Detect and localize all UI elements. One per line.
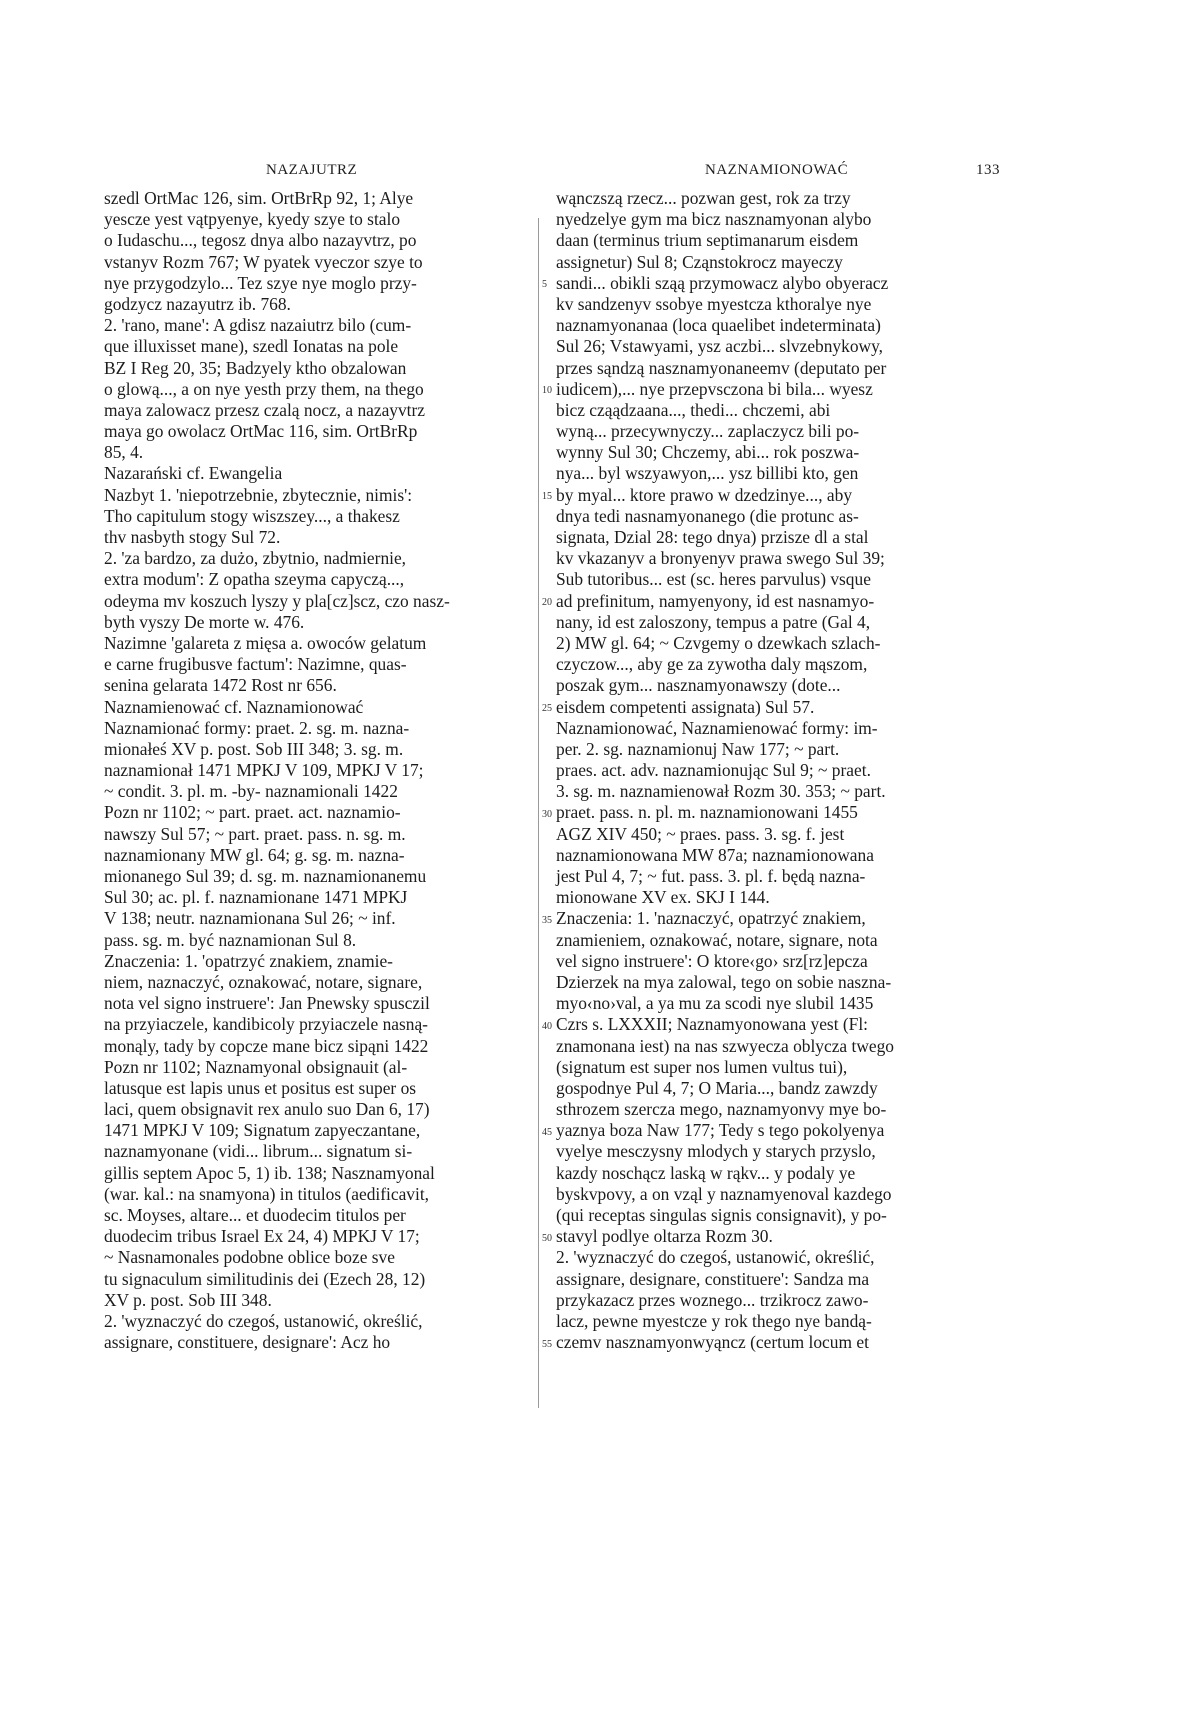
text-line: Nazbyt 1. 'niepotrzebnie, zbytecznie, nimis': <box>104 484 413 505</box>
line-number: 25 <box>542 702 552 714</box>
text-line: niem, naznaczyć, oznakować, notare, signare, <box>104 971 423 992</box>
text-line: Pozn nr 1102; ~ part. praet. act. naznamio- <box>104 802 401 823</box>
text-line: naznamionał 1471 MPKJ V 109, MPKJ V 17; <box>104 760 424 781</box>
text-line: Naznamionować, Naznamienować formy: im- <box>556 717 878 738</box>
text-line: nawszy Sul 57; ~ part. praet. pass. n. sg. m. <box>104 823 406 844</box>
text-line: godzycz nazayutrz ib. 768. <box>104 293 291 314</box>
text-line: byskvpovy, a on vząl y naznamyenoval kazdego <box>556 1183 892 1204</box>
text-line: by myal... ktore prawo w dzedzinye..., aby <box>556 484 853 505</box>
text-line: V 138; neutr. naznamionana Sul 26; ~ inf. <box>104 908 396 929</box>
line-number: 30 <box>542 808 552 820</box>
text-line: laci, quem obsignavit rex anulo suo Dan 6, 17) <box>104 1099 430 1120</box>
text-line: (signatum est super nos lumen vultus tui), <box>556 1056 848 1077</box>
text-line: (war. kal.: na snamyona) in titulos (aedificavit, <box>104 1183 430 1204</box>
text-line: znamieniem, oznakować, notare, signare, nota <box>556 929 878 950</box>
text-line: 2. 'za bardzo, za dużo, zbytnio, nadmiernie, <box>104 548 407 569</box>
line-number: 10 <box>542 384 552 396</box>
text-line: Nazimne 'galareta z mięsa a. owoców gelatum <box>104 632 427 653</box>
text-line: latusque est lapis unus et positus est super os <box>104 1077 417 1098</box>
running-head-left: NAZAJUTRZ <box>266 162 358 178</box>
left-column <box>104 188 529 1353</box>
text-line: kazdy noschącz laską w rąkv... y podaly ye <box>556 1162 856 1183</box>
text-line: Sul 30; ac. pl. f. naznamionane 1471 MPKJ <box>104 887 408 908</box>
text-line: assignare, constituere, designare': Acz ho <box>104 1332 391 1353</box>
text-line: duodecim tribus Israel Ex 24, 4) MPKJ V 17; <box>104 1226 420 1247</box>
text-line: thv nasbyth stogy Sul 72. <box>104 527 281 547</box>
text-line: tu signaculum similitudinis dei (Ezech 28, 12) <box>104 1268 426 1289</box>
text-line: odeyma mv koszuch lyszy y pla[cz]scz, czo nasz- <box>104 590 450 611</box>
text-line: pass. sg. m. być naznamionan Sul 8. <box>104 929 357 950</box>
text-line: lacz, pewne myestcze y rok thego nye bandą- <box>556 1310 872 1331</box>
line-number: 20 <box>542 596 552 608</box>
text-line: naznamionowana MW 87a; naznamionowana <box>556 844 874 865</box>
text-line: sthrozem szercza mego, naznamyonvy mye bo- <box>556 1099 887 1120</box>
text-line: vyelye mesczysny mlodych y starych przyslo, <box>556 1141 876 1162</box>
text-line: Pozn nr 1102; Naznamyonal obsignauit (al- <box>104 1056 408 1077</box>
text-line: maya go owolacz OrtMac 116, sim. OrtBrRp <box>104 421 418 442</box>
text-line: senina gelarata 1472 Rost nr 656. <box>104 675 337 696</box>
text-line: jest Pul 4, 7; ~ fut. pass. 3. pl. f. będą nazna- <box>556 866 866 886</box>
text-line: sandi... obikli sząą przymowacz alybo obyeracz <box>556 272 889 293</box>
text-line: nota vel signo instruere': Jan Pnewsky spusczil <box>104 993 430 1014</box>
text-line: czyczow..., aby ge za zywotha daly mąszom, <box>556 654 868 675</box>
text-line: yaznya boza Naw 177; Tedy s tego pokolyenya <box>556 1120 885 1141</box>
text-line: nyedzelye gym ma bicz nasznamyonan alybo <box>556 209 872 230</box>
text-line: 85, 4. <box>104 442 144 463</box>
text-line: assignetur) Sul 8; Cząnstokrocz mayeczy <box>556 251 843 272</box>
text-line: przes sąndzą nasznamyonaneemv (deputato per <box>556 357 887 378</box>
text-line: Naznamienować cf. Naznamionować <box>104 696 364 717</box>
text-line: Znaczenia: 1. 'opatrzyć znakiem, znamie- <box>104 950 393 971</box>
text-line: nye przygodzylo... Tez szye nye moglo przy- <box>104 272 417 293</box>
text-line: czemv nasznamyonwyąncz (certum locum et <box>556 1332 869 1353</box>
text-line: yescze yest vątpyenye, kyedy szye to stalo <box>104 209 401 230</box>
text-line: nya... byl wszyawyon,... ysz billibi kto, gen <box>556 463 859 484</box>
column-divider <box>538 218 539 1408</box>
text-line: iudicem),... nye przepvsczona bi bila... wyesz <box>556 378 873 399</box>
text-line: znamonana iest) na nas szwyecza oblycza twego <box>556 1035 894 1056</box>
text-line: XV p. post. Sob III 348. <box>104 1289 272 1310</box>
text-line: kv vkazanyv a bronyenyv prawa swego Sul 39; <box>556 548 885 569</box>
text-line: vstanyv Rozm 767; W pyatek vyeczor szye to <box>104 251 423 272</box>
text-line: daan (terminus trium septimanarum eisdem <box>556 230 859 251</box>
text-line: Naznamionać formy: praet. 2. sg. m. nazna- <box>104 717 410 738</box>
text-line: ad prefinitum, namyenyony, id est nasnamyo- <box>556 590 875 611</box>
text-line: que illuxisset mane), szedl Ionatas na pole <box>104 336 399 357</box>
text-line: Sub tutoribus... est (sc. heres parvulus) vsque <box>556 569 871 590</box>
running-head-right: NAZNAMIONOWAĆ <box>705 162 849 178</box>
text-line: mionałeś XV p. post. Sob III 348; 3. sg. m. <box>104 738 404 759</box>
text-line: per. 2. sg. naznamionuj Naw 177; ~ part. <box>556 738 840 759</box>
text-line: Sul 26; Vstawyami, ysz aczbi... slvzebnykowy, <box>556 336 883 357</box>
text-line: o Iudaschu..., tegosz dnya albo nazayvtrz, po <box>104 230 417 251</box>
text-line: Tho capitulum stogy wiszszey..., a thakesz <box>104 505 400 526</box>
text-line: o glową..., a on nye yesth przy them, na thego <box>104 378 424 399</box>
text-line: Nazarański cf. Ewangelia <box>104 463 283 484</box>
page-number: 133 <box>976 162 1000 178</box>
line-number: 15 <box>542 490 552 502</box>
text-line: przykazacz przes woznego... trzikrocz zawo- <box>556 1289 869 1310</box>
text-line: szedl OrtMac 126, sim. OrtBrRp 92, 1; Alye <box>104 188 414 208</box>
text-line: ~ condit. 3. pl. m. -by- naznamionali 1422 <box>104 781 398 802</box>
text-line: Dzierzek na mya zalowal, tego on sobie naszna- <box>556 971 892 992</box>
text-line: poszak gym... nasznamyonawszy (dote... <box>556 675 841 696</box>
text-line: BZ I Reg 20, 35; Badzyely ktho obzalowan <box>104 357 407 378</box>
text-line: 2. 'wyznaczyć do czegoś, ustanowić, określić, <box>556 1247 875 1268</box>
text-line: myo‹no›val, a ya mu za scodi nye slubil 1435 <box>556 993 874 1014</box>
text-line: Znaczenia: 1. 'naznaczyć, opatrzyć znakiem, <box>556 908 866 929</box>
line-number: 55 <box>542 1338 552 1350</box>
text-line: sc. Moyses, altare... et duodecim titulos per <box>104 1205 406 1225</box>
text-line: byth vyszy De morte w. 476. <box>104 611 305 632</box>
text-line: nany, id est zaloszony, tempus a patre (Gal 4, <box>556 611 871 632</box>
text-line: e carne frugibusve factum': Nazimne, quas- <box>104 654 407 675</box>
right-column <box>556 188 981 1353</box>
text-line: bicz cząądzaana..., thedi... chczemi, abi <box>556 399 831 420</box>
text-line: 2. 'wyznaczyć do czegoś, ustanowić, określić, <box>104 1310 423 1331</box>
text-line: naznamionany MW gl. 64; g. sg. m. nazna- <box>104 844 405 865</box>
text-line: wąnczszą rzecz... pozwan gest, rok za trzy <box>556 188 851 208</box>
text-line: gospodnye Pul 4, 7; O Maria..., bandz zawzdy <box>556 1077 878 1098</box>
text-line: assignare, designare, constituere': Sandza ma <box>556 1268 870 1289</box>
text-line: (qui receptas singulas signis consignavit), y po- <box>556 1205 887 1225</box>
text-line: signata, Dzial 28: tego dnya) przisze dl a stal <box>556 527 869 547</box>
text-line: stavyl podlye oltarza Rozm 30. <box>556 1226 773 1247</box>
text-line: AGZ XIV 450; ~ praes. pass. 3. sg. f. jest <box>556 823 845 844</box>
text-line: praet. pass. n. pl. m. naznamionowani 1455 <box>556 802 858 823</box>
text-line: kv sandzenyv ssobye myestcza kthoralye nye <box>556 293 872 314</box>
text-line: wyną... przecywnyczy... zaplaczycz bili po- <box>556 421 860 442</box>
text-line: mionanego Sul 39; d. sg. m. naznamionanemu <box>104 866 427 886</box>
line-number: 45 <box>542 1126 552 1138</box>
text-line: vel signo instruere': O ktore‹go› srz[rz]epcza <box>556 950 868 971</box>
text-line: ~ Nasnamonales podobne oblice boze sve <box>104 1247 395 1268</box>
text-line: Czrs s. LXXXII; Naznamyonowana yest (Fl: <box>556 1014 868 1035</box>
line-number: 35 <box>542 914 552 926</box>
text-line: 3. sg. m. naznamienował Rozm 30. 353; ~ part. <box>556 781 886 802</box>
line-number: 5 <box>542 278 547 290</box>
text-line: monąly, tady by copcze mane bicz sipąni 1422 <box>104 1035 429 1056</box>
text-line: 1471 MPKJ V 109; Signatum zapyeczantane, <box>104 1120 421 1141</box>
text-line: naznamyonane (vidi... librum... signatum si- <box>104 1141 413 1162</box>
text-line: eisdem competenti assignata) Sul 57. <box>556 696 815 717</box>
text-line: praes. act. adv. naznamionując Sul 9; ~ praet. <box>556 760 871 781</box>
text-line: na przyiaczele, kandibicoly przyiaczele nasną- <box>104 1014 428 1035</box>
text-line: wynny Sul 30; Chczemy, abi... rok poszwa- <box>556 442 860 463</box>
line-number: 40 <box>542 1020 552 1032</box>
text-line: maya zalowacz przesz czalą nocz, a nazayvtrz <box>104 399 426 420</box>
text-line: mionowane XV ex. SKJ I 144. <box>556 887 770 908</box>
text-line: gillis septem Apoc 5, 1) ib. 138; Nasznamyonal <box>104 1162 435 1183</box>
text-line: naznamyonanaa (loca quaelibet indeterminata) <box>556 315 881 336</box>
text-line: 2) MW gl. 64; ~ Czvgemy o dzewkach szlach- <box>556 632 881 653</box>
line-number: 50 <box>542 1232 552 1244</box>
text-line: 2. 'rano, mane': A gdisz nazaiutrz bilo (cum- <box>104 315 412 336</box>
text-line: extra modum': Z opatha szeyma capyczą..., <box>104 569 405 590</box>
text-line: dnya tedi nasnamyonanego (die protunc as- <box>556 505 859 526</box>
